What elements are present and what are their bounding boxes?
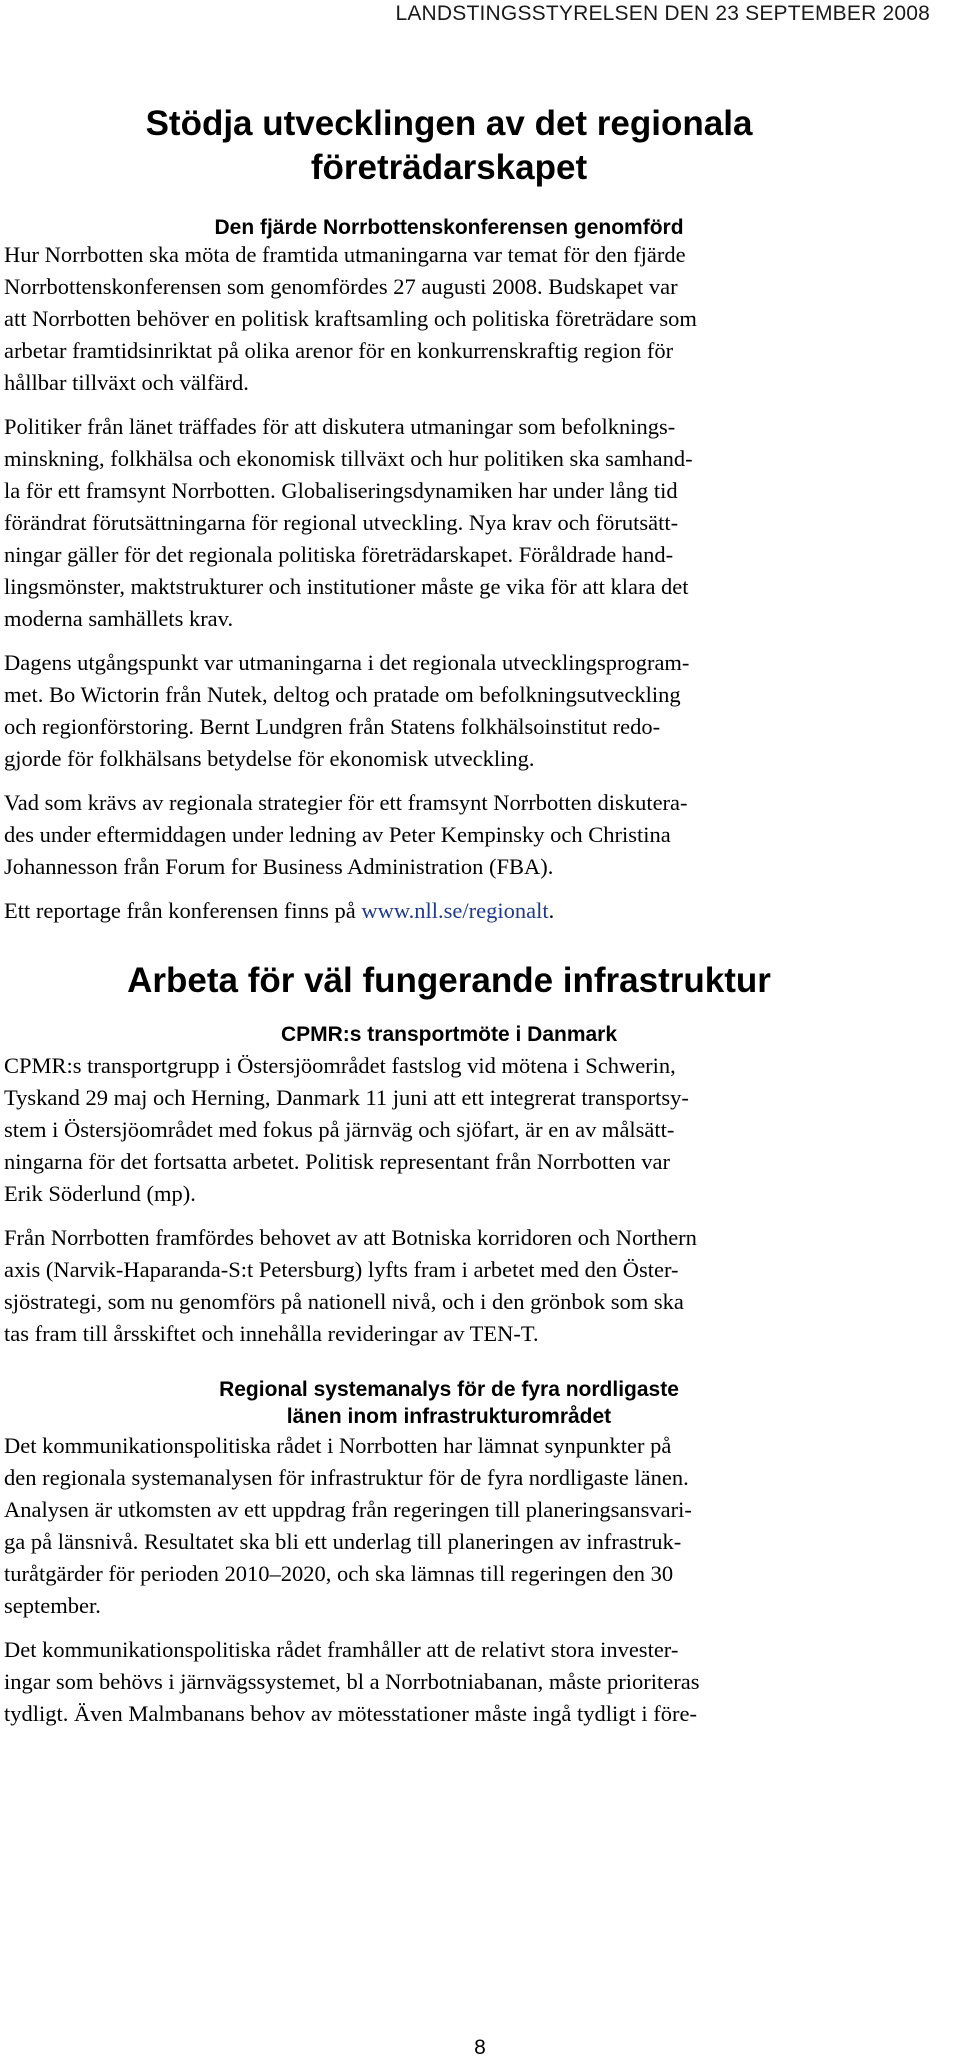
paragraph	[4, 1050, 954, 1210]
text-line: lingsmönster, maktstrukturer och institutioner måste ge vika för att klara det	[4, 574, 689, 599]
text-line: sjöstrategi, som nu genomförs på nationell nivå, och i den grönbok som ska	[4, 1289, 684, 1314]
text-line: tas fram till årsskiftet och innehålla revideringar av TEN-T.	[4, 1321, 539, 1346]
text-line: den regionala systemanalysen för infrastruktur för de fyra nordligaste länen.	[4, 1465, 689, 1490]
text-line: ingar som behövs i järnvägssystemet, bl a Norrbotniabanan, måste prioriteras	[4, 1669, 700, 1694]
text-line: turåtgärder för perioden 2010–2020, och ska lämnas till regeringen den 30	[4, 1561, 674, 1586]
text-line: Dagens utgångspunkt var utmaningarna i det regionala utvecklingsprogram-	[4, 650, 690, 675]
running-header: LANDSTINGSSTYRELSEN DEN 23 SEPTEMBER 2008	[395, 2, 930, 25]
text-line: axis (Narvik-Haparanda-S:t Petersburg) lyfts fram i arbetet med den Öster-	[4, 1257, 679, 1282]
text-line: moderna samhällets krav.	[4, 606, 234, 631]
text-line: Vad som krävs av regionala strategier för ett framsynt Norrbotten diskutera-	[4, 790, 688, 815]
text-line: Politiker från länet träffades för att diskutera utmaningar som befolknings-	[4, 414, 676, 439]
section-heading-infrastructure: Arbeta för väl fungerande infrastruktur	[127, 961, 771, 1000]
text-line: arbetar framtidsinriktat på olika arenor för en konkurrenskraftig region för	[4, 338, 674, 363]
heading-line: Regional systemanalys för de fyra nordligaste	[219, 1378, 679, 1401]
report-text: Ett reportage från konferensen finns på	[4, 898, 362, 923]
text-line: des under eftermiddagen under ledning av Peter Kempinsky och Christina	[4, 822, 671, 847]
heading-line: företrädarskapet	[310, 148, 588, 187]
subheading-cpmr-meeting: CPMR:s transportmöte i Danmark	[280, 1023, 618, 1046]
text-line: Det kommunikationspolitiska rådet i Norrbotten har lämnat synpunkter på	[4, 1433, 672, 1458]
text-line: Hur Norrbotten ska möta de framtida utmaningarna var temat för den fjärde	[4, 242, 686, 267]
text-line: minskning, folkhälsa och ekonomisk tillväxt och hur politiken ska samhand-	[4, 446, 693, 471]
text-line: Analysen är utkomsten av ett uppdrag från regeringen till planeringsansvari-	[4, 1497, 692, 1522]
text-line: ningar gäller för det regionala politiska företrädarskapet. Föråldrade hand-	[4, 542, 674, 567]
text-line: tydligt. Även Malmbanans behov av mötesstationer måste ingå tydligt i före-	[4, 1701, 697, 1726]
text-line: Det kommunikationspolitiska rådet framhåller att de relativt stora invester-	[4, 1637, 679, 1662]
page-content	[4, 102, 954, 1730]
text-line: hållbar tillväxt och välfärd.	[4, 370, 249, 395]
paragraph	[4, 239, 954, 399]
punctuation: .	[548, 898, 555, 923]
text-line: gjorde för folkhälsans betydelse för ekonomisk utveckling.	[4, 746, 535, 771]
text-line: Johannesson från Forum for Business Administration (FBA).	[4, 854, 554, 879]
paragraph	[4, 1430, 954, 1622]
page-number: 8	[474, 2036, 486, 2059]
regionalt-link[interactable]: www.nll.se/regionalt	[361, 898, 549, 923]
text-line: september.	[4, 1593, 101, 1618]
text-line: att Norrbotten behöver en politisk kraftsamling och politiska företrädare som	[4, 306, 697, 331]
text-line: och regionförstoring. Bernt Lundgren från Statens folkhälsoinstitut redo-	[4, 714, 661, 739]
text-line: förändrat förutsättningarna för regional utveckling. Nya krav och förutsätt-	[4, 510, 679, 535]
text-line	[4, 895, 954, 927]
text-line: Från Norrbotten framfördes behovet av att Botniska korridoren och Northern	[4, 1225, 697, 1250]
paragraph	[4, 411, 954, 635]
paragraph	[4, 787, 954, 883]
text-line: Norrbottenskonferensen som genomfördes 27 augusti 2008. Budskapet var	[4, 274, 678, 299]
text-line: CPMR:s transportgrupp i Östersjöområdet fastslog vid mötena i Schwerin,	[4, 1053, 676, 1078]
text-line: Erik Söderlund (mp).	[4, 1181, 196, 1206]
subheading-norrbotten-conference: Den fjärde Norrbottenskonferensen genomförd	[214, 216, 684, 239]
section-heading-regional-representation	[4, 102, 894, 190]
paragraph	[4, 1634, 954, 1730]
heading-line: länen inom infrastrukturområdet	[286, 1405, 612, 1428]
heading-line: Stödja utvecklingen av det regionala	[145, 104, 753, 143]
text-line: ningarna för det fortsatta arbetet. Politisk representant från Norrbotten var	[4, 1149, 671, 1174]
text-line: la för ett framsynt Norrbotten. Globaliseringsdynamiken har under lång tid	[4, 478, 678, 503]
text-line: ga på länsnivå. Resultatet ska bli ett underlag till planeringen av infrastruk-	[4, 1529, 682, 1554]
text-line: met. Bo Wictorin från Nutek, deltog och pratade om befolkningsutveckling	[4, 682, 681, 707]
subheading-regional-system-analysis	[4, 1376, 894, 1430]
paragraph	[4, 1222, 954, 1350]
text-line: stem i Östersjöområdet med fokus på järnväg och sjöfart, är en av målsätt-	[4, 1117, 675, 1142]
text-line: Tyskand 29 maj och Herning, Danmark 11 juni att ett integrerat transportsy-	[4, 1085, 689, 1110]
paragraph	[4, 647, 954, 775]
paragraph	[4, 895, 954, 927]
